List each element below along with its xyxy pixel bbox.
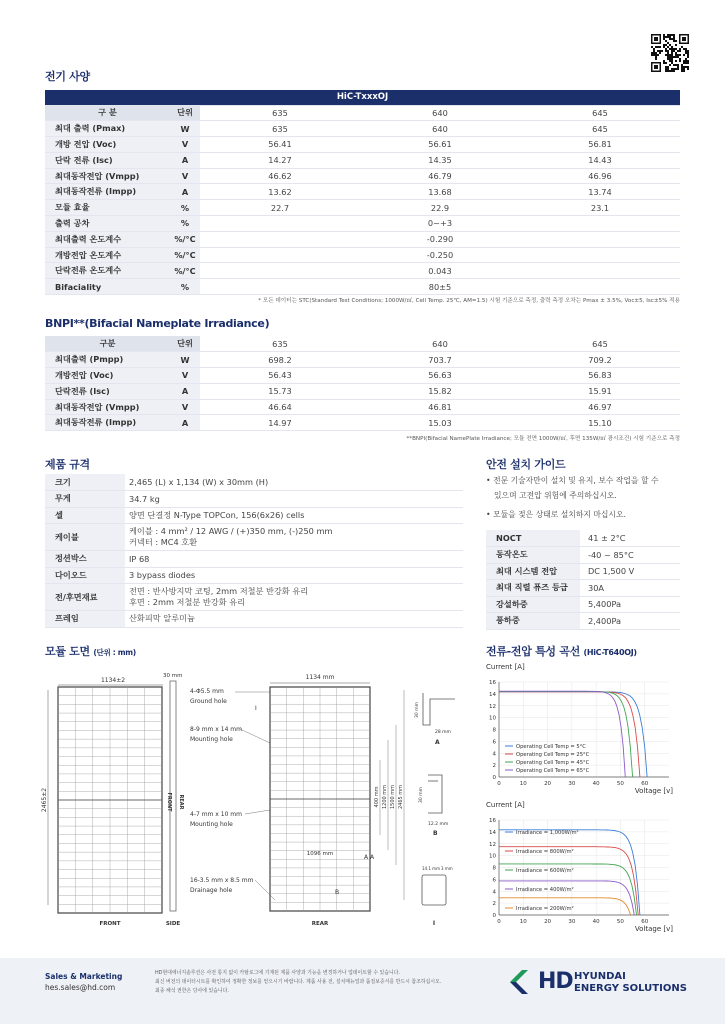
row-value: 14.43 xyxy=(520,152,680,168)
detail-i-w2: 3 mm xyxy=(441,866,453,871)
spec-row xyxy=(486,563,680,580)
spec-row xyxy=(45,567,463,584)
col-header: 645 xyxy=(520,105,680,121)
disclaimer-line: 최종 해석 권한은 당사에 있습니다. xyxy=(155,988,229,994)
callout-mount2-size: 4-7 mm x 10 mm xyxy=(190,811,242,818)
callout-ground-label: Ground hole xyxy=(190,698,227,705)
row-unit: %/°C xyxy=(170,263,200,279)
front-height-dim: 2465±2 xyxy=(41,787,48,813)
callout-mount1-label: Mounting hole xyxy=(190,736,233,743)
module-drawing xyxy=(30,665,460,935)
row-value: 15.10 xyxy=(520,415,680,431)
spec-value-line: 34.7 kg xyxy=(129,493,160,504)
logo-line2: ENERGY SOLUTIONS xyxy=(574,983,687,994)
rear-width-dim: 1134 mm xyxy=(305,674,335,681)
bnpi-title: BNPI**(Bifacial Nameplate Irradiance) xyxy=(45,317,270,330)
spec-row xyxy=(45,491,463,508)
table-row xyxy=(45,263,680,279)
row-unit: V xyxy=(170,368,200,384)
spec-value-line: 케이블 : 4 mm² / 12 AWG / (+)350 mm, (-)250 mm xyxy=(129,526,333,536)
row-unit: A xyxy=(170,184,200,200)
rear-label: REAR xyxy=(311,921,329,927)
bullet-text: 전문 기술자만이 설치 및 유지, 보수 작업을 할 수 xyxy=(493,476,659,485)
row-value: 56.63 xyxy=(360,368,520,384)
disclaimer xyxy=(155,969,475,996)
y-tick-label: 12 xyxy=(489,703,496,710)
electrical-note: * 모든 데이터는 STC(Standard Test Conditions; 1000W/㎡, Cell Temp. 25℃, AM=1.5) 시험 기준으로 측정, 출력 측정 오차는 Pmax ± 3.5%, Voc±5, Isc±5% 적용 xyxy=(258,298,680,304)
table-row xyxy=(45,247,680,263)
drawing-unit: (단위 : mm) xyxy=(93,648,136,657)
rear-dim-1200: 1200 mm xyxy=(382,784,388,810)
table-row xyxy=(45,279,680,295)
spec-label: 무게 xyxy=(45,491,125,508)
rear-dim-400: 400 mm xyxy=(374,786,380,808)
spec-label: 최대 시스템 전압 xyxy=(486,563,580,580)
row-value: 14.27 xyxy=(200,152,360,168)
row-value: 14.35 xyxy=(360,152,520,168)
x-tick-label: 10 xyxy=(519,781,527,787)
row-value: 13.68 xyxy=(360,184,520,200)
logo-line1: HYUNDAI xyxy=(574,971,626,982)
logo-mark-icon xyxy=(508,968,536,996)
row-label: 모듈 효율 xyxy=(45,200,170,216)
spec-label: 정션박스 xyxy=(45,551,125,568)
bullet-item: • 모듈을 젖은 상태로 설치하지 마십시오. xyxy=(486,510,626,519)
detail-a-width: 28 mm xyxy=(435,730,451,735)
side-thickness: 30 mm xyxy=(163,673,183,679)
drawing-title-text: 모듈 도면 xyxy=(45,645,90,658)
row-value: 698.2 xyxy=(200,352,360,368)
front-label: FRONT xyxy=(99,921,121,927)
y-tick-label: 12 xyxy=(489,841,496,848)
drawing-title xyxy=(45,643,136,659)
x-tick-label: 0 xyxy=(497,781,501,787)
x-tick-label: 40 xyxy=(592,919,600,925)
row-value: 13.62 xyxy=(200,184,360,200)
detail-b-width: 12.2 mm xyxy=(428,822,449,827)
table-row xyxy=(45,399,680,415)
row-label: 출력 공차 xyxy=(45,216,170,232)
product-table xyxy=(45,474,463,628)
row-unit: V xyxy=(170,399,200,415)
spec-value: 5,400Pa xyxy=(580,596,680,613)
x-tick-label: 40 xyxy=(592,781,600,787)
y-tick-label: 8 xyxy=(492,865,496,872)
row-unit: A xyxy=(170,383,200,399)
spec-value-line: 커넥터 : MC4 호환 xyxy=(129,537,198,547)
spec-value xyxy=(125,507,463,524)
x-tick-label: 30 xyxy=(568,781,576,787)
mark-a: A xyxy=(364,854,369,861)
y-tick-label: 16 xyxy=(489,818,496,824)
y-tick-label: 14 xyxy=(489,829,496,836)
legend-label: Irradiance = 600W/m² xyxy=(516,868,574,874)
row-label: 최대동작전류 (Impp) xyxy=(45,415,170,431)
row-value: 46.81 xyxy=(360,399,520,415)
col-header: 단위 xyxy=(170,105,200,121)
row-label: 최대출력 (Pmpp) xyxy=(45,352,170,368)
table-row xyxy=(45,231,680,247)
y-tick-label: 2 xyxy=(492,763,496,770)
row-unit: W xyxy=(170,121,200,137)
disclaimer-line: 최신 버전의 데이터시트를 확인하여 정확한 정보를 얻으시기 바랍니다. 제품 사용 전, 설치매뉴얼과 품질보증서를 반드시 참조하십시오. xyxy=(155,979,442,985)
row-value: 56.81 xyxy=(520,137,680,153)
row-value: 13.74 xyxy=(520,184,680,200)
row-label: 최대 출력 (Pmax) xyxy=(45,121,170,137)
electrical-table xyxy=(45,90,680,295)
spec-label: NOCT xyxy=(486,530,580,547)
x-tick-label: 60 xyxy=(641,919,649,925)
spec-value: DC 1,500 V xyxy=(580,563,680,580)
spec-value-line: 2,465 (L) x 1,134 (W) x 30mm (H) xyxy=(129,477,269,487)
bullet-text: 있으며 고전압 위험에 주의하십시오. xyxy=(494,491,617,500)
row-value: 56.43 xyxy=(200,368,360,384)
row-unit: A xyxy=(170,152,200,168)
detail-a-label: A xyxy=(435,739,440,746)
x-tick-label: 50 xyxy=(616,919,624,925)
y-tick-label: 8 xyxy=(492,727,496,734)
row-label: 단락전류 (Isc) xyxy=(45,383,170,399)
row-label: Bifaciality xyxy=(45,279,170,295)
detail-b-height: 30 mm xyxy=(419,787,424,803)
row-unit: %/°C xyxy=(170,247,200,263)
spec-row xyxy=(486,530,680,547)
iv-title xyxy=(486,643,637,659)
row-label: 단락 전류 (Isc) xyxy=(45,152,170,168)
spec-value: 41 ± 2°C xyxy=(580,530,680,547)
table-row xyxy=(45,168,680,184)
spec-row xyxy=(486,547,680,564)
row-label: 개방전압 온도계수 xyxy=(45,247,170,263)
y-tick-label: 0 xyxy=(492,775,496,781)
electrical-title: 전기 사양 xyxy=(45,70,90,83)
table-row xyxy=(45,368,680,384)
rear-view xyxy=(270,687,370,911)
y-tick-label: 16 xyxy=(489,680,496,686)
col-header: 645 xyxy=(520,336,680,352)
y-tick-label: 10 xyxy=(489,715,496,722)
legend-label: Operating Cell Temp = 25°C xyxy=(516,752,590,758)
row-value: 23.1 xyxy=(520,200,680,216)
table-row xyxy=(45,137,680,153)
row-label: 개방전압 (Voc) xyxy=(45,368,170,384)
legend-label: Irradiance = 400W/m² xyxy=(516,887,574,893)
spec-row xyxy=(486,580,680,597)
row-unit: % xyxy=(170,200,200,216)
spec-value-line: 산화피막 알루미늄 xyxy=(129,613,195,624)
callout-drain-label: Drainage hole xyxy=(190,887,233,894)
legend-label: Irradiance = 200W/m² xyxy=(516,906,574,912)
row-value: 14.97 xyxy=(200,415,360,431)
detail-i-label: I xyxy=(432,920,436,927)
side-rear-label: REAR xyxy=(178,794,184,810)
row-unit: W xyxy=(170,352,200,368)
col-header: 640 xyxy=(360,336,520,352)
company-logo xyxy=(508,968,688,998)
row-value: 80±5 xyxy=(200,279,680,295)
mark-a: A xyxy=(370,854,375,861)
spec-value xyxy=(125,611,463,628)
spec-label: 다이오드 xyxy=(45,567,125,584)
iv-title-text: 전류-전압 특성 곡선 xyxy=(486,645,580,658)
row-value: 635 xyxy=(200,121,360,137)
row-unit: V xyxy=(170,168,200,184)
row-unit: %/°C xyxy=(170,231,200,247)
row-value: 46.79 xyxy=(360,168,520,184)
detail-i xyxy=(422,875,446,905)
row-value: 56.61 xyxy=(360,137,520,153)
spec-label: 최대 직렬 퓨즈 등급 xyxy=(486,580,580,597)
x-tick-label: 60 xyxy=(641,781,649,787)
row-label: 최대동작전압 (Vmpp) xyxy=(45,399,170,415)
row-value: 15.82 xyxy=(360,383,520,399)
spec-label: 케이블 xyxy=(45,524,125,551)
y-tick-label: 14 xyxy=(489,691,496,698)
row-value: 56.41 xyxy=(200,137,360,153)
y-tick-label: 10 xyxy=(489,853,496,860)
spec-value xyxy=(125,524,463,551)
row-unit: % xyxy=(170,279,200,295)
row-label: 최대출력 온도계수 xyxy=(45,231,170,247)
legend-label: Irradiance = 1,000W/m² xyxy=(516,830,579,836)
row-value: 15.91 xyxy=(520,383,680,399)
bullet-item xyxy=(486,488,686,503)
rear-bottom-dim: 1096 mm xyxy=(306,851,334,857)
row-value: 15.03 xyxy=(360,415,520,431)
spec-value xyxy=(125,584,463,611)
spec-label: 셀 xyxy=(45,507,125,524)
row-label: 개방 전압 (Voc) xyxy=(45,137,170,153)
side-label: SIDE xyxy=(165,921,181,927)
iv-model: (HiC-T640OJ) xyxy=(583,648,637,657)
row-value: 22.7 xyxy=(200,200,360,216)
qr-code[interactable] xyxy=(651,34,689,72)
spec-value-line: 후면 : 2mm 저철분 반강화 유리 xyxy=(129,597,246,607)
x-tick-label: 20 xyxy=(544,781,552,787)
y-tick-label: 6 xyxy=(492,739,496,746)
safety-title: 안전 설치 가이드 xyxy=(486,458,566,471)
legend-label: Operating Cell Temp = 65°C xyxy=(516,768,590,774)
row-value: 645 xyxy=(520,121,680,137)
spec-row xyxy=(486,613,680,630)
row-value: 709.2 xyxy=(520,352,680,368)
col-header: 635 xyxy=(200,336,360,352)
spec-row xyxy=(45,611,463,628)
row-value: 22.9 xyxy=(360,200,520,216)
row-unit: % xyxy=(170,216,200,232)
bullet-text: 모듈을 젖은 상태로 설치하지 마십시오. xyxy=(493,510,626,519)
spec-row xyxy=(45,474,463,491)
legend-label: Irradiance = 800W/m² xyxy=(516,849,574,855)
x-axis-label: Voltage [v] xyxy=(634,787,673,795)
table-row xyxy=(45,121,680,137)
col-header: 구 분 xyxy=(45,105,170,121)
side-front-label: FRONT xyxy=(166,792,172,812)
spec-row xyxy=(45,507,463,524)
col-header: 640 xyxy=(360,105,520,121)
callout-mount2-label: Mounting hole xyxy=(190,821,233,828)
bnpi-table xyxy=(45,336,680,431)
mark-b: B xyxy=(335,889,340,896)
spec-value-line: IP 68 xyxy=(129,553,150,564)
spec-row xyxy=(45,524,463,551)
front-view xyxy=(58,687,162,913)
rear-dim-2465: 2465 mm xyxy=(398,784,404,810)
x-tick-label: 10 xyxy=(519,919,527,925)
front-width-dim: 1134±2 xyxy=(100,677,126,684)
detail-b-label: B xyxy=(433,830,438,837)
table-row xyxy=(45,415,680,431)
spec-value: 2,400Pa xyxy=(580,613,680,630)
table-row xyxy=(45,152,680,168)
spec-value-line: 양면 단결정 N-Type TOPCon, 156(6x26) cells xyxy=(129,509,305,520)
table-row xyxy=(45,184,680,200)
table-row xyxy=(45,200,680,216)
model-header: HiC-TxxxOJ xyxy=(45,90,680,105)
spec-row xyxy=(486,596,680,613)
spec-value-line: 3 bypass diodes xyxy=(129,570,196,581)
legend-label: Operating Cell Temp = 45°C xyxy=(516,760,590,766)
col-header: 구분 xyxy=(45,336,170,352)
row-value: 46.64 xyxy=(200,399,360,415)
callout-drain-size: 16-3.5 mm x 8.5 mm xyxy=(190,877,254,884)
y-tick-label: 6 xyxy=(492,877,496,884)
row-value: 0~+3 xyxy=(200,216,680,232)
row-value: -0.250 xyxy=(200,247,680,263)
row-value: 703.7 xyxy=(360,352,520,368)
mark-one: I xyxy=(255,705,257,712)
callout-ground-size: 4-Φ5.5 mm xyxy=(190,688,224,695)
x-tick-label: 50 xyxy=(616,781,624,787)
safety-table xyxy=(486,530,680,630)
spec-value xyxy=(125,474,463,491)
bullet-item: • 전문 기술자만이 설치 및 유지, 보수 작업을 할 수 xyxy=(486,476,659,485)
logo-hd: HD xyxy=(538,969,573,994)
y-tick-label: 0 xyxy=(492,913,496,919)
row-unit: V xyxy=(170,137,200,153)
row-value: 46.97 xyxy=(520,399,680,415)
y-tick-label: 2 xyxy=(492,901,496,908)
disclaimer-line: HD현대에너지솔루션은 사전 통지 없이 카탈로그에 기재된 제품 사양과 기능을 변경하거나 업데이트할 수 있습니다. xyxy=(155,970,400,976)
row-label: 최대동작전류 (Impp) xyxy=(45,184,170,200)
spec-label: 풍하중 xyxy=(486,613,580,630)
legend-label: Operating Cell Temp = 5°C xyxy=(516,744,586,750)
y-axis-label: Current [A] xyxy=(486,663,525,671)
detail-a xyxy=(423,693,455,725)
y-tick-label: 4 xyxy=(492,889,496,896)
product-title: 제품 규격 xyxy=(45,458,90,471)
x-tick-label: 20 xyxy=(544,919,552,925)
table-row xyxy=(45,352,680,368)
row-label: 최대동작전압 (Vmpp) xyxy=(45,168,170,184)
row-unit: A xyxy=(170,415,200,431)
spec-value: -40 ~ 85°C xyxy=(580,547,680,564)
table-row xyxy=(45,216,680,232)
x-tick-label: 0 xyxy=(497,919,501,925)
row-value: 56.83 xyxy=(520,368,680,384)
x-tick-label: 30 xyxy=(568,919,576,925)
col-header: 635 xyxy=(200,105,360,121)
row-value: 640 xyxy=(360,121,520,137)
spec-value xyxy=(125,567,463,584)
spec-label: 동작온도 xyxy=(486,547,580,564)
row-value: 46.62 xyxy=(200,168,360,184)
col-header: 단위 xyxy=(170,336,200,352)
table-row xyxy=(45,383,680,399)
spec-row xyxy=(45,584,463,611)
bnpi-note: **BNPI(Bifacial NamePlate Irradiance; 모듈 전면 1000W/㎡, 후면 135W/㎡ 광시조건) 시험 기준으로 측정 xyxy=(406,436,680,442)
spec-value: 30A xyxy=(580,580,680,597)
y-tick-label: 4 xyxy=(492,751,496,758)
y-axis-label: Current [A] xyxy=(486,801,525,809)
safety-bullets xyxy=(486,473,686,522)
spec-value xyxy=(125,491,463,508)
spec-label: 강설하중 xyxy=(486,596,580,613)
spec-label: 전/후면재료 xyxy=(45,584,125,611)
row-value: 15.73 xyxy=(200,383,360,399)
sales-title: Sales & Marketing xyxy=(45,972,123,981)
detail-b xyxy=(428,775,442,813)
spec-value xyxy=(125,551,463,568)
iv-chart-temperature xyxy=(486,660,686,800)
row-label: 단락전류 온도계수 xyxy=(45,263,170,279)
row-value: 0.043 xyxy=(200,263,680,279)
spec-value-line: 전면 : 반사방지막 코팅, 2mm 저철분 반강화 유리 xyxy=(129,586,309,596)
rear-dim-1500: 1500 mm xyxy=(390,784,396,810)
spec-row xyxy=(45,551,463,568)
spec-label: 크기 xyxy=(45,474,125,491)
detail-a-height: 30 mm xyxy=(415,702,420,718)
x-axis-label: Voltage [v] xyxy=(634,925,673,933)
callout-mount1-size: 8-9 mm x 14 mm xyxy=(190,726,242,733)
row-value: -0.290 xyxy=(200,231,680,247)
iv-chart-irradiance xyxy=(486,798,686,938)
detail-i-w1: 14.1 mm xyxy=(422,866,440,871)
spec-label: 프레임 xyxy=(45,611,125,628)
row-value: 46.96 xyxy=(520,168,680,184)
sales-email[interactable]: hes.sales@hd.com xyxy=(45,983,116,992)
